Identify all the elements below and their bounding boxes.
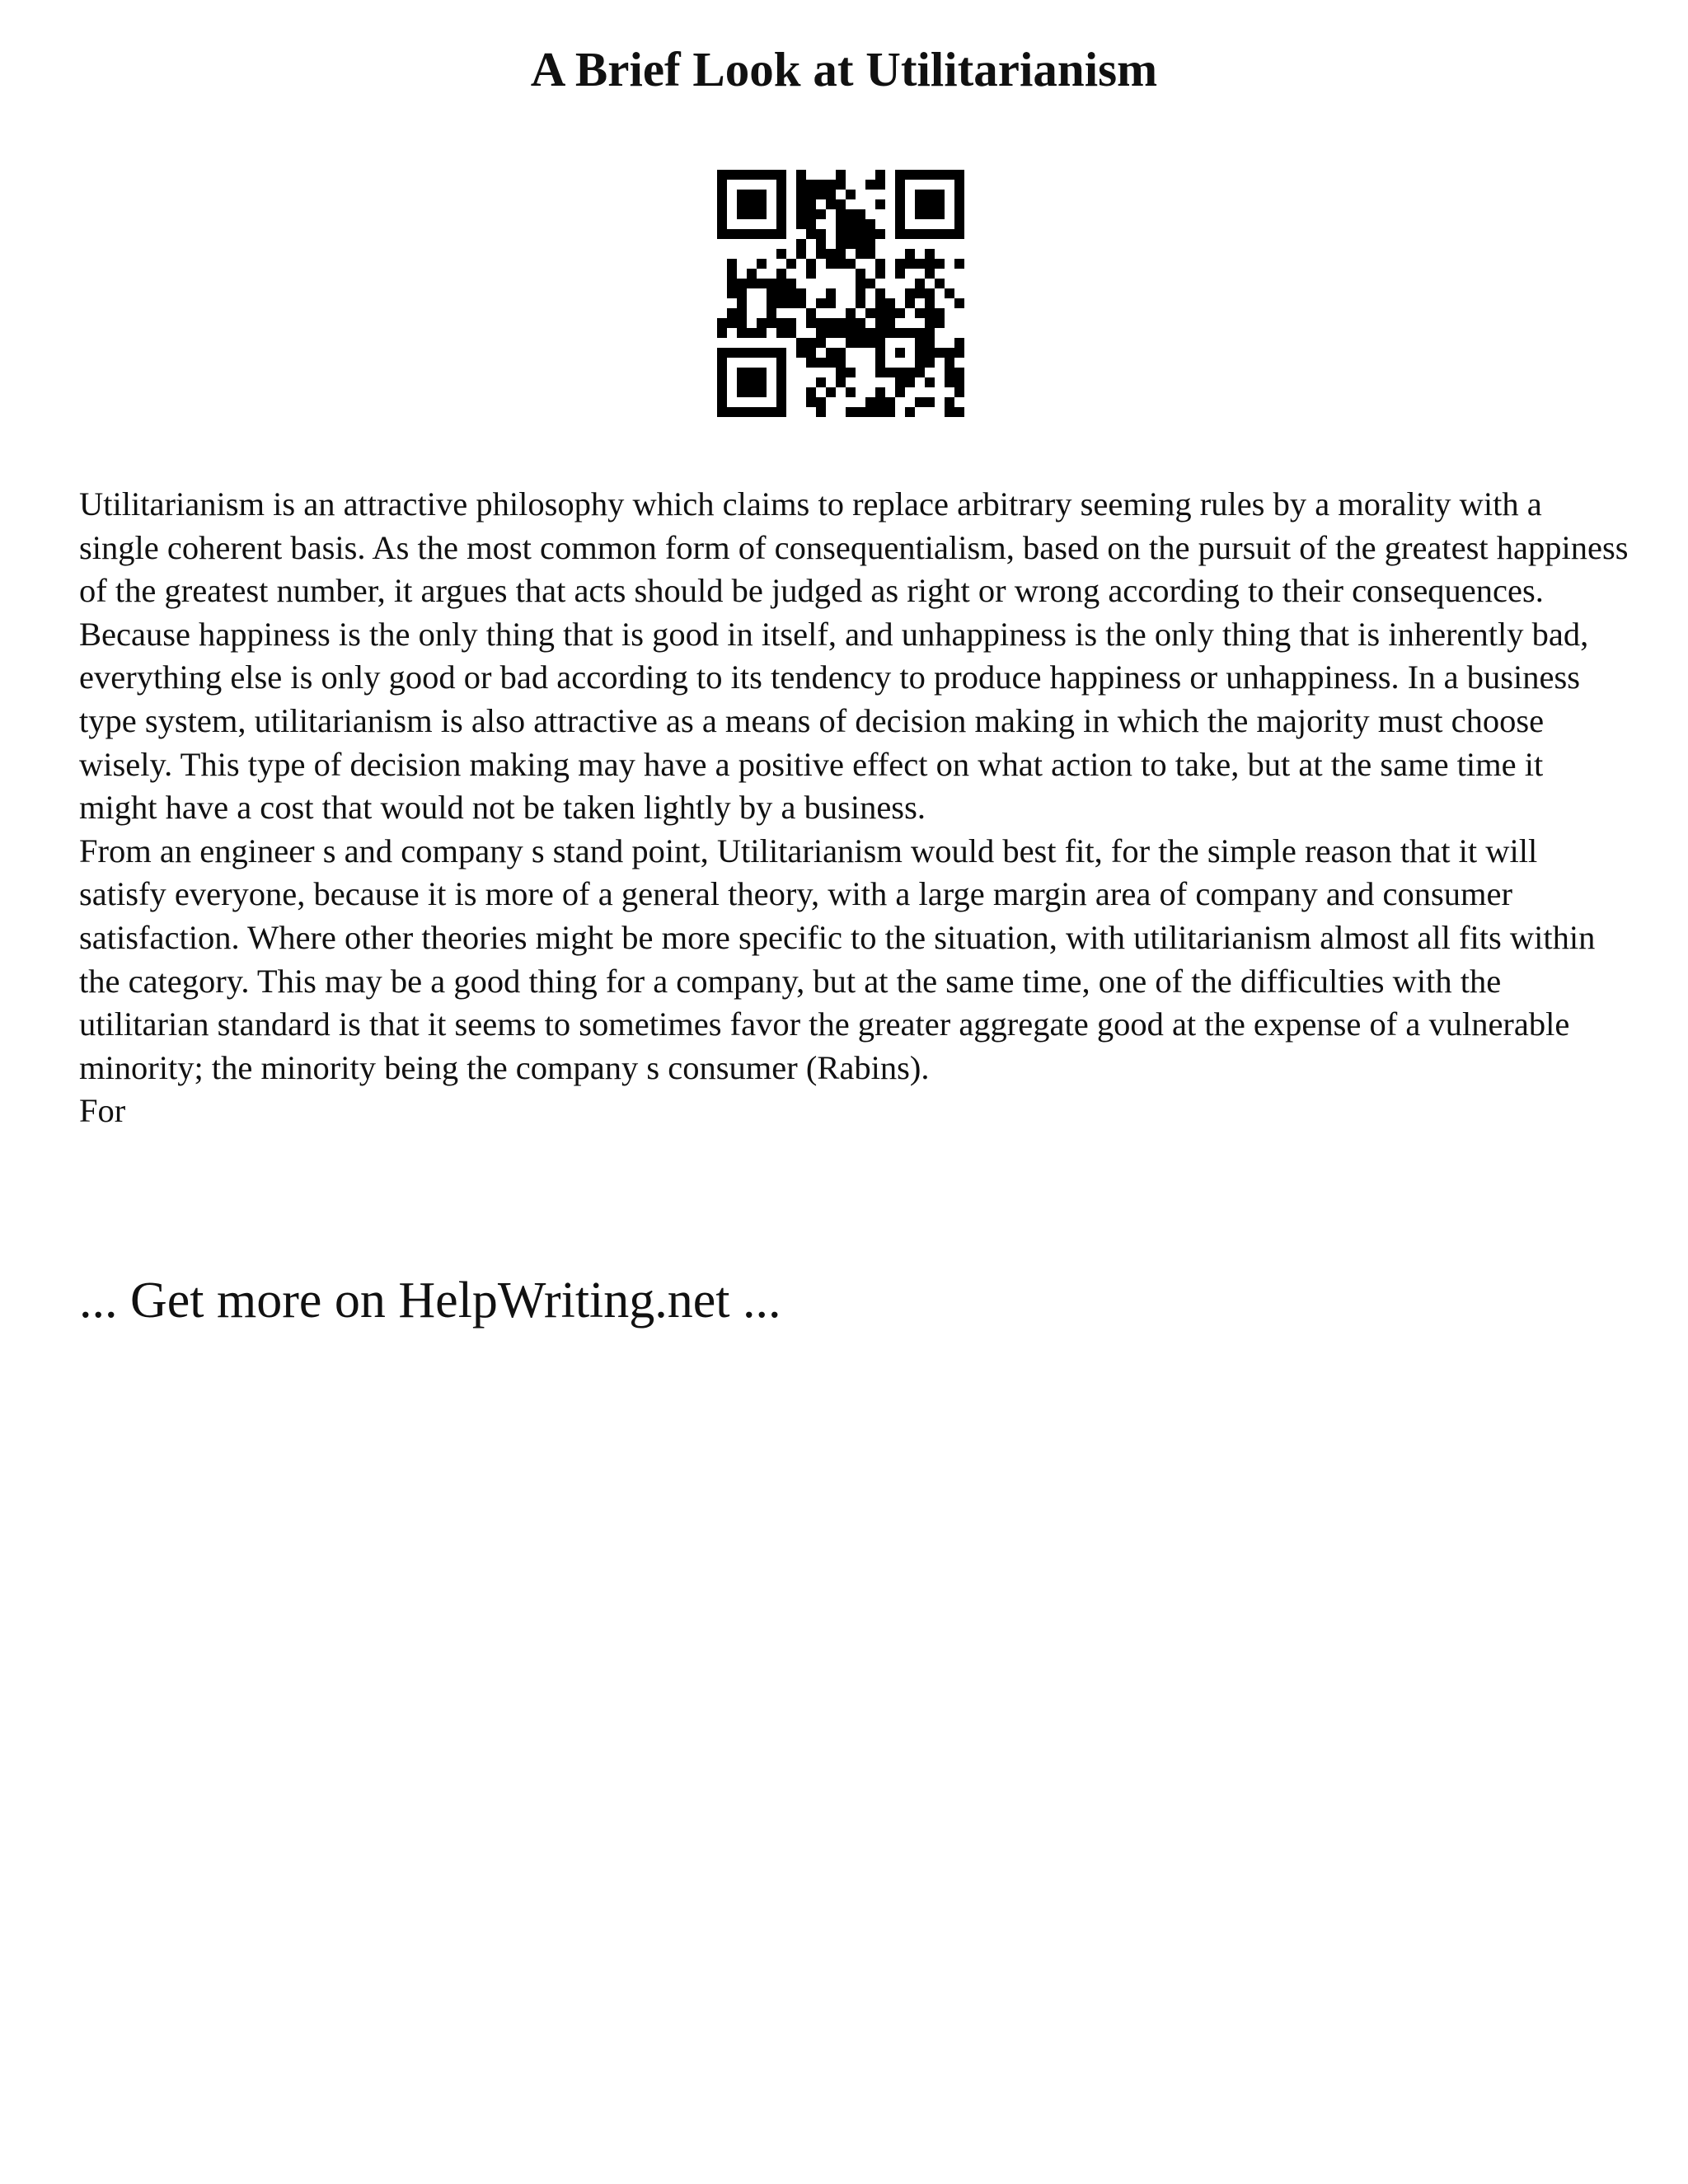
get-more-link[interactable]: ... Get more on HelpWriting.net ...	[79, 1272, 781, 1329]
page-title: A Brief Look at Utilitarianism	[530, 42, 1158, 96]
paragraph-2: From an engineer s and company s stand point, Utilitarianism would best fit, for the simple reason that it will satisfy everyone, because it is more of a general theory, with a large margin area of company and consumer satisfaction. Where other theories might be more specific to the situation, with utilitarianism almost all fits within the category. This may be a good thing for a company, but at the same time, one of the difficulties with the utilitarian standard is that it seems to sometimes favor the greater aggregate good at the expense of a vulnerable minority; the minority being the company s consumer (Rabins).	[79, 832, 1596, 1086]
qr-code-icon	[717, 170, 964, 417]
paragraph-3: For	[79, 1092, 126, 1130]
paragraph-1: Utilitarianism is an attractive philosophy which claims to replace arbitrary seeming rules by a morality with a single coherent basis. As the most common form of consequentialism, based on the pursuit of the greatest happiness of the greatest number, it argues that acts should be judged as right or wrong according to their consequences. Because happiness is the only thing that is good in itself, and unhappiness is the only thing that is inherently bad, everything else is only good or bad according to its tendency to produce happiness or unhappiness. In a business type system, utilitarianism is also attractive as a means of decision making in which the majority must choose wisely. This type of decision making may have a positive effect on what action to take, but at the same time it might have a cost that would not be taken lightly by a business.	[79, 485, 1629, 827]
document-body	[79, 483, 1629, 1133]
